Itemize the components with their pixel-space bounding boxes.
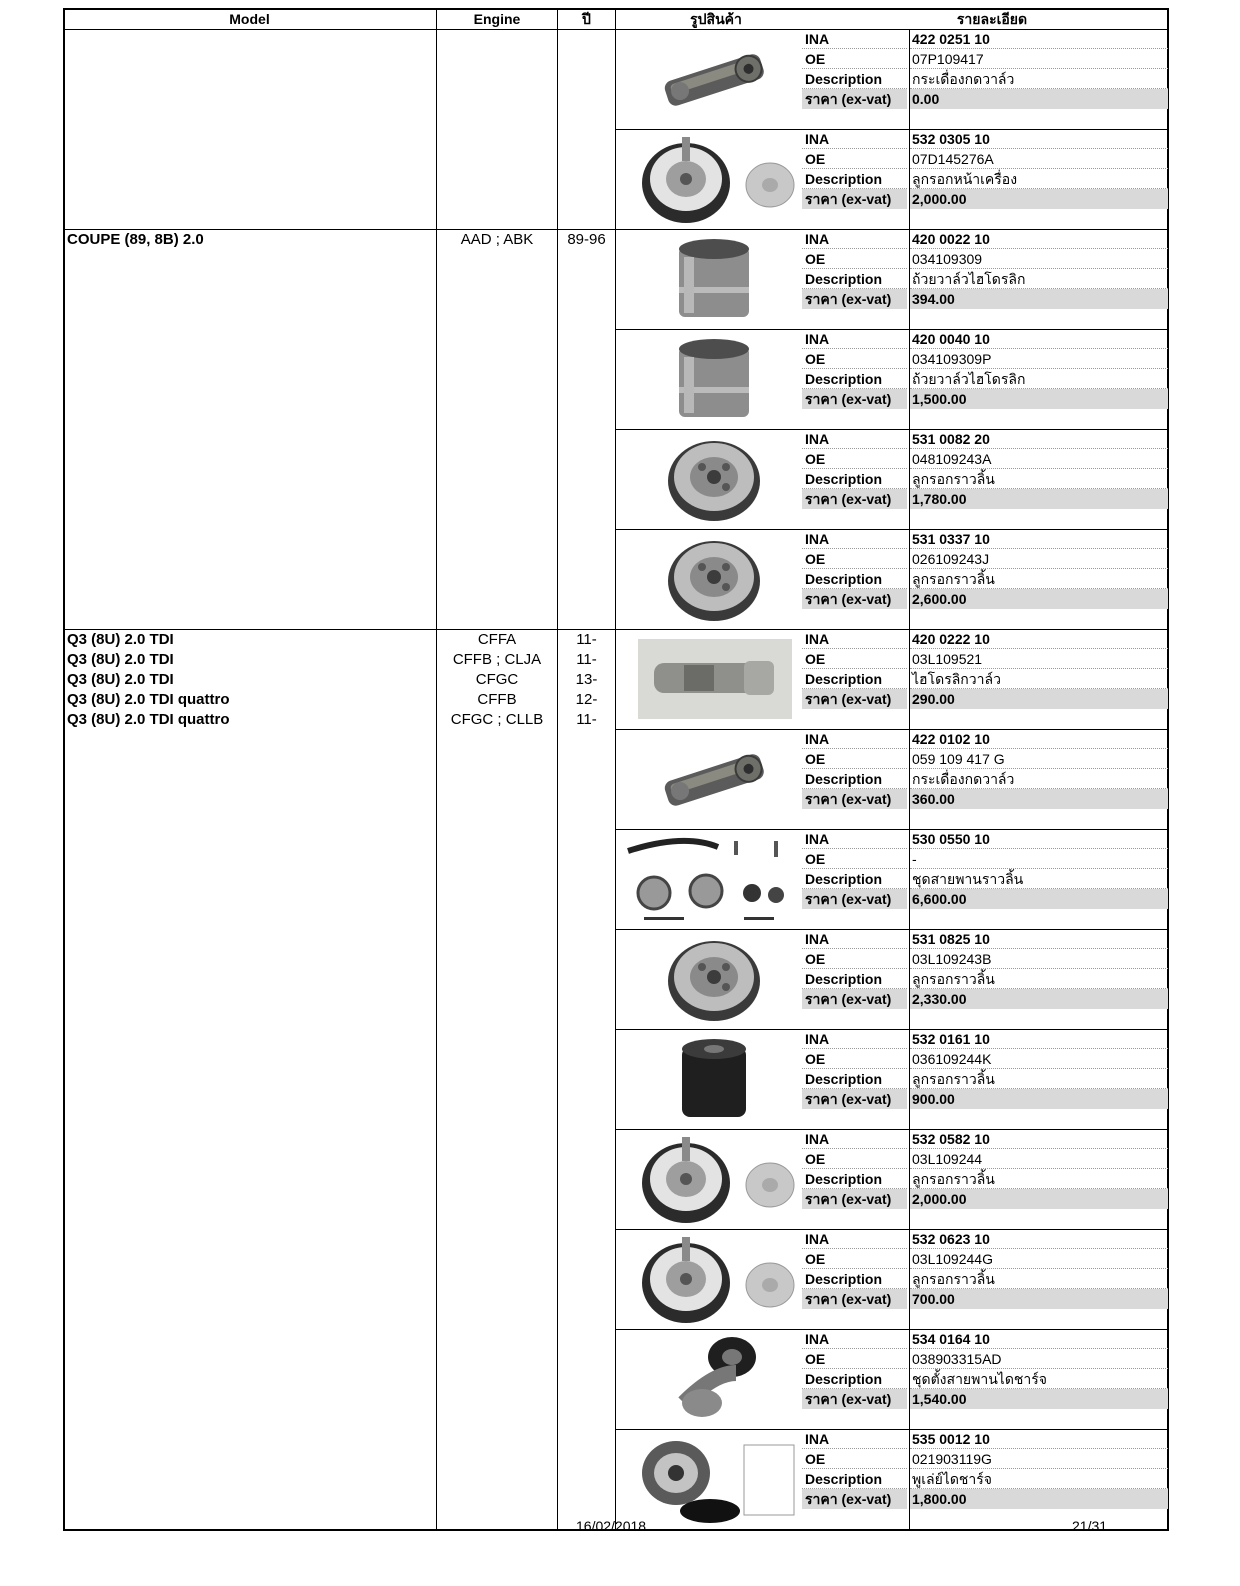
price-label: ราคา (ex-vat): [802, 989, 907, 1009]
price-value: 0.00: [910, 89, 1168, 109]
idler-pulley-icon: [624, 1133, 804, 1225]
price-value: 394.00: [910, 289, 1168, 309]
model-name: Q3 (8U) 2.0 TDI: [67, 651, 174, 668]
product-item: [616, 229, 1168, 329]
ina-label: INA: [802, 729, 907, 749]
oe-code: 03L109243B: [910, 949, 1168, 969]
hydraulic-tappet-icon: [624, 233, 804, 325]
price-label: ราคา (ex-vat): [802, 589, 907, 609]
ina-label: INA: [802, 229, 907, 249]
oe-label: OE: [802, 49, 907, 69]
oe-code: 07D145276A: [910, 149, 1168, 169]
ina-label: INA: [802, 1329, 907, 1349]
price-value: 1,500.00: [910, 389, 1168, 409]
price-value: 290.00: [910, 689, 1168, 709]
description-label: Description: [802, 469, 907, 489]
description-label: Description: [802, 769, 907, 789]
ina-code: 531 0337 10: [910, 529, 1168, 549]
price-value: 700.00: [910, 1289, 1168, 1309]
ina-code: 531 0825 10: [910, 929, 1168, 949]
oe-label: OE: [802, 449, 907, 469]
description-text: พูเล่ย์ไดชาร์จ: [910, 1469, 1168, 1489]
year-range: 11-: [576, 711, 597, 728]
print-date: 16/02/2018: [576, 1518, 647, 1534]
oe-code: -: [910, 849, 1168, 869]
tensioner-pulley-icon: [624, 933, 804, 1025]
ina-code: 532 0305 10: [910, 129, 1168, 149]
hydraulic-tappet-icon: [624, 333, 804, 425]
description-label: Description: [802, 369, 907, 389]
description-text: ชุดตั้งสายพานไดชาร์จ: [910, 1369, 1168, 1389]
rocker-arm-icon: [624, 33, 804, 125]
ina-label: INA: [802, 1029, 907, 1049]
description-text: ลูกรอกราวลิ้น: [910, 1269, 1168, 1289]
oe-code: 03L109244G: [910, 1249, 1168, 1269]
oe-label: OE: [802, 949, 907, 969]
oe-label: OE: [802, 649, 907, 669]
price-label: ราคา (ex-vat): [802, 1089, 907, 1109]
product-item: [616, 1329, 1168, 1429]
oe-label: OE: [802, 1449, 907, 1469]
description-label: Description: [802, 1069, 907, 1089]
description-label: Description: [802, 169, 907, 189]
product-item: [616, 1429, 1168, 1529]
alternator-pulley-icon: [624, 1433, 804, 1525]
year-range: 89-96: [567, 231, 606, 248]
description-text: ลูกรอกราวลิ้น: [910, 1169, 1168, 1189]
description-label: Description: [802, 1369, 907, 1389]
description-text: กระเดื่องกดวาล์ว: [910, 69, 1168, 89]
ina-code: 422 0251 10: [910, 29, 1168, 49]
ina-code: 422 0102 10: [910, 729, 1168, 749]
engine-code: CFFA: [477, 631, 517, 648]
oe-label: OE: [802, 549, 907, 569]
ina-code: 420 0222 10: [910, 629, 1168, 649]
year-range: 11-: [576, 651, 597, 668]
product-item: [616, 329, 1168, 429]
ina-label: INA: [802, 329, 907, 349]
description-label: Description: [802, 1169, 907, 1189]
ina-label: INA: [802, 829, 907, 849]
price-label: ราคา (ex-vat): [802, 289, 907, 309]
engine-code: CFFB ; CLJA: [452, 651, 542, 668]
oe-label: OE: [802, 1249, 907, 1269]
price-label: ราคา (ex-vat): [802, 189, 907, 209]
ina-code: 531 0082 20: [910, 429, 1168, 449]
header-detail: รายละเอียด: [956, 11, 1028, 27]
oe-code: 021903119G: [910, 1449, 1168, 1469]
belt-tensioner-icon: [624, 1333, 804, 1425]
price-label: ราคา (ex-vat): [802, 1489, 907, 1509]
oe-code: 048109243A: [910, 449, 1168, 469]
description-label: Description: [802, 669, 907, 689]
ina-code: 530 0550 10: [910, 829, 1168, 849]
price-value: 1,780.00: [910, 489, 1168, 509]
price-value: 2,000.00: [910, 1189, 1168, 1209]
ina-label: INA: [802, 1229, 907, 1249]
ina-label: INA: [802, 929, 907, 949]
price-value: 1,540.00: [910, 1389, 1168, 1409]
price-value: 2,330.00: [910, 989, 1168, 1009]
model-name: Q3 (8U) 2.0 TDI quattro: [67, 691, 230, 708]
engine-code: AAD ; ABK: [460, 231, 534, 248]
description-label: Description: [802, 1269, 907, 1289]
hydraulic-lifter-icon: [624, 633, 804, 725]
tensioner-pulley-icon: [624, 533, 804, 625]
oe-label: OE: [802, 1049, 907, 1069]
engine-code: CFGC: [475, 671, 519, 688]
price-value: 2,000.00: [910, 189, 1168, 209]
price-label: ราคา (ex-vat): [802, 1389, 907, 1409]
ina-code: 420 0040 10: [910, 329, 1168, 349]
model-name: COUPE (89, 8B) 2.0: [67, 231, 204, 248]
oe-code: 03L109521: [910, 649, 1168, 669]
year-range: 11-: [576, 631, 597, 648]
product-item: [616, 129, 1168, 229]
price-label: ราคา (ex-vat): [802, 1289, 907, 1309]
idler-pulley-icon: [624, 133, 804, 225]
price-label: ราคา (ex-vat): [802, 389, 907, 409]
oe-label: OE: [802, 749, 907, 769]
price-label: ราคา (ex-vat): [802, 889, 907, 909]
header-year: ปี: [582, 11, 591, 27]
description-text: ลูกรอกราวลิ้น: [910, 969, 1168, 989]
model-name: Q3 (8U) 2.0 TDI: [67, 671, 174, 688]
oe-code: 026109243J: [910, 549, 1168, 569]
price-label: ราคา (ex-vat): [802, 1189, 907, 1209]
ina-code: 535 0012 10: [910, 1429, 1168, 1449]
price-label: ราคา (ex-vat): [802, 489, 907, 509]
oe-label: OE: [802, 1349, 907, 1369]
rocker-arm-icon: [624, 733, 804, 825]
tensioner-pulley-icon: [624, 433, 804, 525]
ina-code: 534 0164 10: [910, 1329, 1168, 1349]
product-item: [616, 1129, 1168, 1229]
timing-belt-kit-icon: [624, 833, 804, 925]
description-text: ชุดสายพานราวลิ้น: [910, 869, 1168, 889]
product-item: [616, 629, 1168, 729]
oe-code: 038903315AD: [910, 1349, 1168, 1369]
product-item: [616, 929, 1168, 1029]
ina-label: INA: [802, 1129, 907, 1149]
ina-label: INA: [802, 29, 907, 49]
description-text: ไฮโดรลิกวาล์ว: [910, 669, 1168, 689]
model-name: Q3 (8U) 2.0 TDI quattro: [67, 711, 230, 728]
description-text: ลูกรอกหน้าเครื่อง: [910, 169, 1168, 189]
price-value: 360.00: [910, 789, 1168, 809]
price-label: ราคา (ex-vat): [802, 89, 907, 109]
idler-roller-icon: [624, 1033, 804, 1125]
description-text: ถ้วยวาล์วไฮโดรลิก: [910, 269, 1168, 289]
oe-label: OE: [802, 249, 907, 269]
ina-label: INA: [802, 429, 907, 449]
model-name: Q3 (8U) 2.0 TDI: [67, 631, 174, 648]
ina-code: 420 0022 10: [910, 229, 1168, 249]
description-label: Description: [802, 269, 907, 289]
ina-label: INA: [802, 129, 907, 149]
header-image: รูปสินค้า: [690, 11, 742, 27]
page-number: 21/31: [1072, 1518, 1108, 1534]
year-range: 13-: [575, 671, 598, 688]
ina-label: INA: [802, 529, 907, 549]
idler-pulley-icon: [624, 1233, 804, 1325]
product-item: [616, 429, 1168, 529]
oe-label: OE: [802, 849, 907, 869]
ina-label: INA: [802, 629, 907, 649]
description-label: Description: [802, 569, 907, 589]
price-value: 1,800.00: [910, 1489, 1168, 1509]
oe-label: OE: [802, 1149, 907, 1169]
ina-code: 532 0161 10: [910, 1029, 1168, 1049]
price-label: ราคา (ex-vat): [802, 789, 907, 809]
description-label: Description: [802, 1469, 907, 1489]
header-engine: Engine: [473, 11, 521, 27]
oe-code: 059 109 417 G: [910, 749, 1168, 769]
oe-code: 034109309P: [910, 349, 1168, 369]
description-label: Description: [802, 69, 907, 89]
ina-code: 532 0582 10: [910, 1129, 1168, 1149]
price-value: 6,600.00: [910, 889, 1168, 909]
product-item: [616, 1229, 1168, 1329]
description-label: Description: [802, 969, 907, 989]
description-text: ลูกรอกราวลิ้น: [910, 1069, 1168, 1089]
oe-code: 034109309: [910, 249, 1168, 269]
product-item: [616, 729, 1168, 829]
description-label: Description: [802, 869, 907, 889]
product-item: [616, 829, 1168, 929]
oe-label: OE: [802, 349, 907, 369]
price-label: ราคา (ex-vat): [802, 689, 907, 709]
oe-code: 036109244K: [910, 1049, 1168, 1069]
description-text: ถ้วยวาล์วไฮโดรลิก: [910, 369, 1168, 389]
description-text: ลูกรอกราวลิ้น: [910, 569, 1168, 589]
oe-code: 03L109244: [910, 1149, 1168, 1169]
year-range: 12-: [575, 691, 598, 708]
engine-code: CFGC ; CLLB: [450, 711, 544, 728]
ina-code: 532 0623 10: [910, 1229, 1168, 1249]
oe-label: OE: [802, 149, 907, 169]
product-item: [616, 29, 1168, 129]
price-value: 900.00: [910, 1089, 1168, 1109]
description-text: กระเดื่องกดวาล์ว: [910, 769, 1168, 789]
description-text: ลูกรอกราวลิ้น: [910, 469, 1168, 489]
engine-code: CFFB: [477, 691, 517, 708]
ina-label: INA: [802, 1429, 907, 1449]
header-model: Model: [229, 11, 270, 27]
oe-code: 07P109417: [910, 49, 1168, 69]
price-value: 2,600.00: [910, 589, 1168, 609]
product-item: [616, 1029, 1168, 1129]
product-item: [616, 529, 1168, 629]
